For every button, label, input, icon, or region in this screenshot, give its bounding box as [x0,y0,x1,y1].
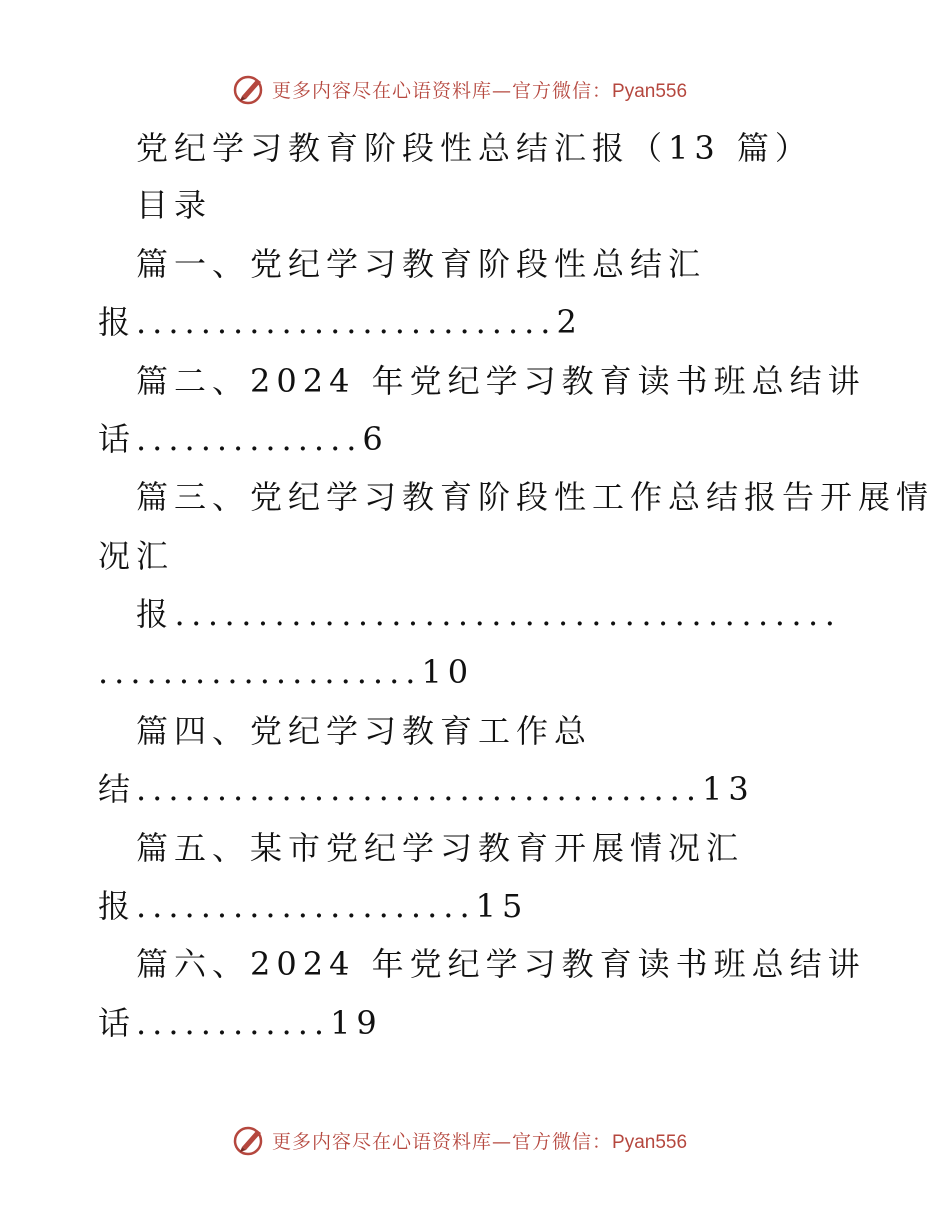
wechat-id: Pyan556 [612,81,688,102]
footer-banner [0,1121,950,1161]
toc-line: 结...................................13 [98,770,755,808]
pen-logo-icon [233,72,267,106]
toc-heading: 目录 [136,186,213,224]
wechat-id: Pyan556 [612,1132,688,1153]
banner-text: 更多内容尽在心语资料库—官方微信：Pyan556 [272,1131,688,1153]
toc-line: 报........................................ [136,595,842,633]
doc-title: 党纪学习教育阶段性总结汇报（13 篇） [136,129,813,167]
pen-logo-icon [233,1123,267,1157]
toc-line: 报.....................15 [98,887,529,925]
toc-line: ....................10 [98,653,475,691]
toc-line: 报..........................2 [98,303,583,341]
toc-line: 况汇 [98,537,175,575]
banner-text: 更多内容尽在心语资料库—官方微信：Pyan556 [272,80,688,102]
toc-line: 篇三、党纪学习教育阶段性工作总结报告开展情 [136,478,935,516]
toc-line: 话..............6 [98,420,389,458]
toc-line: 篇一、党纪学习教育阶段性总结汇 [136,245,707,283]
toc-line: 篇六、2024 年党纪学习教育读书班总结讲 [136,945,866,983]
toc-line: 篇二、2024 年党纪学习教育读书班总结讲 [136,362,866,400]
header-banner [0,70,950,110]
toc-line: 篇四、党纪学习教育工作总 [136,712,593,750]
toc-line: 篇五、某市党纪学习教育开展情况汇 [136,829,745,867]
toc-line: 话............19 [98,1004,383,1042]
